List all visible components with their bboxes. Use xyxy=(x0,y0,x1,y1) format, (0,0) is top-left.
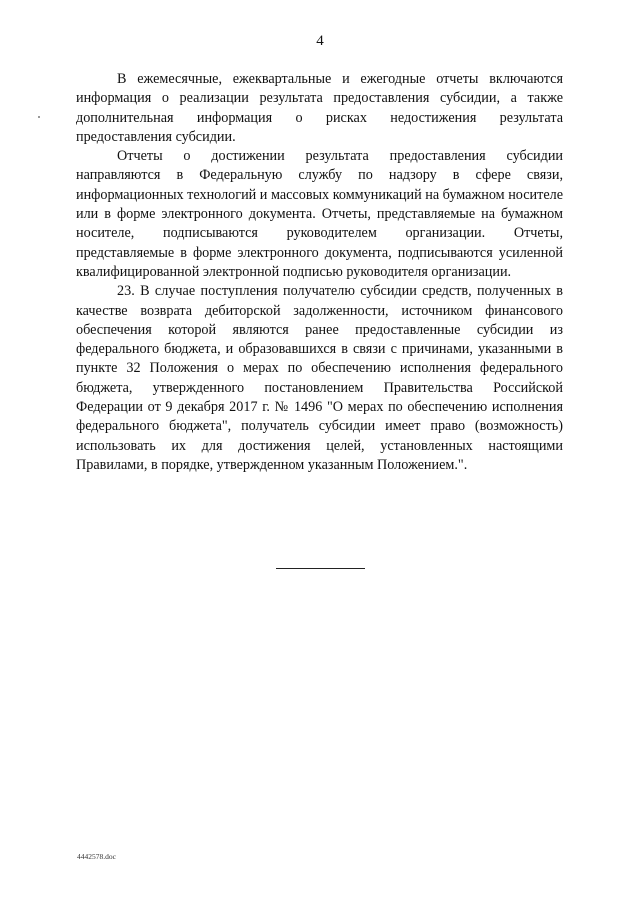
paragraph-reports-content: В ежемесячные, ежеквартальные и ежегодные отчеты включаются информация о реализации результата предоставления субсидии, а также дополнительная информация о рисках недостижения результата предоставления субсидии. xyxy=(76,71,563,145)
margin-speck xyxy=(38,116,40,118)
page-number: 4 xyxy=(316,33,324,49)
paragraph-reports-submission: Отчеты о достижении результата предоставления субсидии направляются в Федеральную службу по надзору в сфере связи, информационных технологий и массовых коммуникаций на бумажном носителе или в форме электронного документа. Отчеты, представляемые на бумажном носителе, подписываются руководителем организации. Отчеты, представляемые в форме электронного документа, подписываются усиленной квалифицированной электронной подписью руководителя организации. xyxy=(76,148,563,280)
footer-file-name: 4442578.doc xyxy=(77,852,116,861)
paragraph-clause-23: 23. В случае поступления получателю субсидии средств, полученных в качестве возврата дебиторской задолженности, источником финансового обеспечения которой являются ранее предоставленные субсидии из федерального бюджета, и образовавшихся в связи с причинами, указанными в пункте 32 Положения о мерах по обеспечению исполнения федерального бюджета, утвержденного постановлением Правительства Российской Федерации от 9 декабря 2017 г. № 1496 "О мерах по обеспечению исполнения федерального бюджета", получатель субсидии имеет право (возможность) использовать их для достижения целей, установленных настоящими Правилами, в порядке, утвержденном указанным Положением.". xyxy=(76,283,563,473)
end-separator-line xyxy=(276,568,365,569)
document-body xyxy=(76,70,563,475)
